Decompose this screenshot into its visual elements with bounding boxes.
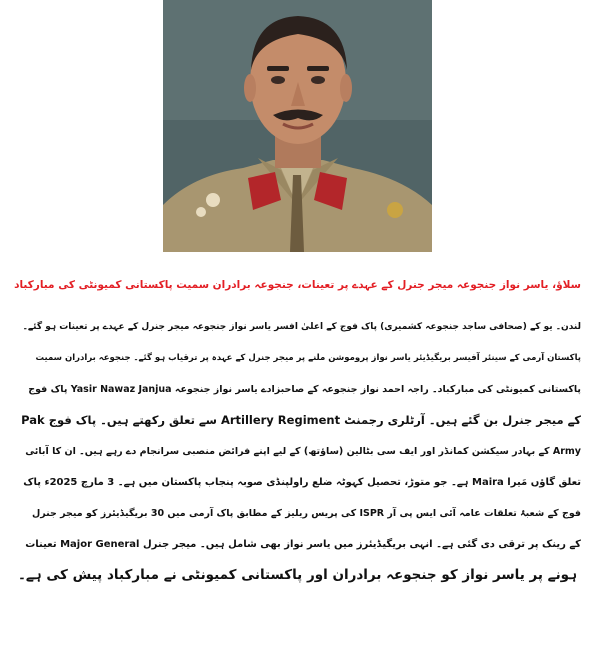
article-line: ہونے پر یاسر نواز کو جنجوعہ برادران اور پاکستانی کمیونٹی نے مبارکباد پیش کی ہے۔ xyxy=(17,567,578,583)
article-line: فوج کے شعبۂ تعلقات عامہ آئی ایس پی آر ISPR کی پریس ریلیز کے مطابق پاک آرمی میں 30 بریگیڈیئرز کو میجر جنرل xyxy=(31,508,581,519)
portrait-illustration xyxy=(163,0,432,252)
headline: سلاؤ، یاسر نواز جنجوعہ میجر جنرل کے عہدے پر تعینات، جنجوعہ برادران سمیت پاکستانی کمیونٹی کی مبارکباد xyxy=(14,279,581,291)
article-body xyxy=(14,312,581,591)
article-line: کے رینک پر ترقی دی گئی ہے۔ انہی بریگیڈیئرز میں یاسر نواز بھی شامل ہیں۔ میجر جنرل Major General تعینات xyxy=(25,539,581,550)
article-line: کے میجر جنرل بن گئے ہیں۔ آرٹلری رجمنٹ Artillery Regiment سے تعلق رکھتے ہیں۔ پاک فوج Pak xyxy=(21,413,581,427)
portrait-photo xyxy=(163,0,432,252)
article-line: تعلق گاؤں مَیرا Maira ہے۔ جو متوڑ، تحصیل کہوٹہ ضلع راولپنڈی صوبہ پنجاب پاکستان میں ہے۔ 3 مارچ 2025ء پاک xyxy=(23,477,581,488)
article-line: پاکستان آرمی کے سینئر آفیسر بریگیڈیئر یاسر نواز پروموشن ملنے پر میجر جنرل کے عہدہ پر ترقیاب ہو گئے۔ جنجوعہ برادران سمیت xyxy=(35,353,581,363)
article-line: پاکستانی کمیونٹی کی مبارکباد۔ راجہ احمد نواز جنجوعہ کے صاحبزادے یاسر نواز جنجوعہ Yasir Nawaz Janjua پاک فوج xyxy=(28,384,581,395)
article-line: Army کے بہادر سیکشن کمانڈر اور ایف سی بٹالین (ساؤتھ) کے لیے اپنے فرائض منصبی سرانجام دے رہے ہیں۔ ان کا آبائی xyxy=(25,446,581,457)
article-line: لندن۔ یو کے (صحافی ساجد جنجوعہ کشمیری) پاک فوج کے اعلیٰ افسر یاسر نواز جنجوعہ میجر جنرل کے عہدے پر تعینات ہو گئے۔ xyxy=(22,322,581,332)
